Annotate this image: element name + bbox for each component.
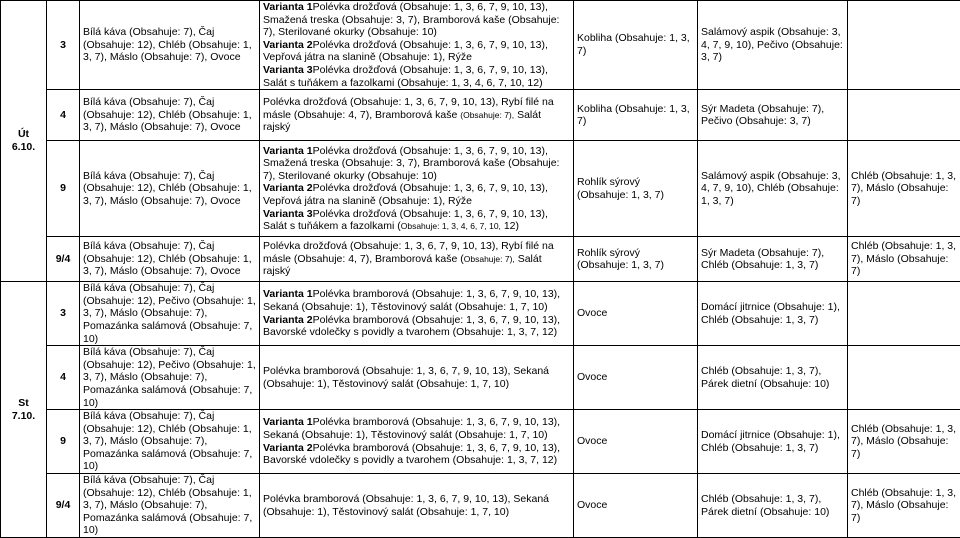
dinner-cell: Chléb (Obsahuje: 1, 3, 7), Párek dietní (Obsahuje: 10) [698,346,848,410]
dinner-cell: Salámový aspik (Obsahuje: 3, 4, 7, 9, 10), Pečivo (Obsahuje: 3, 7) [698,1,848,90]
dinner-cell: Chléb (Obsahuje: 1, 3, 7), Párek dietní (Obsahuje: 10) [698,474,848,538]
variant-label: Varianta 2 [263,314,313,326]
breakfast-cell: Bílá káva (Obsahuje: 7), Čaj (Obsahuje: 12), Chléb (Obsahuje: 1, 3, 7), Máslo (Obsahuje: 7), Ovoce [80,90,260,141]
dinner-cell: Domácí jitrnice (Obsahuje: 1), Chléb (Obsahuje: 1, 3, 7) [698,282,848,346]
day-cell-tuesday [1,1,47,282]
lunch-text-tail: Salát rajský [263,253,542,278]
day-cell-wednesday [1,282,47,538]
breakfast-cell: Bílá káva (Obsahuje: 7), Čaj (Obsahuje: 12), Chléb (Obsahuje: 1, 3, 7), Máslo (Obsahuje: 7), Ovoce [80,141,260,237]
variant-text: Polévka drožďová (Obsahuje: 1, 3, 6, 7, 9, 10, 13), Vepřová játra na slanině (Obsahuje: 1), Rýže [263,39,548,64]
second-dinner-cell: Chléb (Obsahuje: 1, 3, 7), Máslo (Obsahuje: 7) [848,237,960,282]
diet-group: 9/4 [47,237,80,282]
lunch-variant [263,314,570,339]
lunch-text-tail: Salát rajský [263,109,541,134]
lunch-cell [260,237,574,282]
lunch-variant [263,416,570,441]
snack-cell: Ovoce [574,410,698,474]
variant-label: Varianta 2 [263,442,313,454]
breakfast-cell: Bílá káva (Obsahuje: 7), Čaj (Obsahuje: 12), Chléb (Obsahuje: 1, 3, 7), Máslo (Obsahuje: 7), Pomazánka salámová (Obsahuje: 7, 10) [80,410,260,474]
lunch-text: Polévka drožďová (Obsahuje: 1, 3, 6, 7, 9, 10, 13), Rybí filé na másle (Obsahuje: 4, 7), Bramborová kaše [263,96,554,121]
lunch-cell [260,141,574,237]
second-dinner-cell: Chléb (Obsahuje: 1, 3, 7), Máslo (Obsahuje: 7) [848,141,960,237]
variant-text: Polévka drožďová (Obsahuje: 1, 3, 6, 7, 9, 10, 13), Salát s tuňákem a fazolkami (Obsahuje: 1, 3, 4, 6, 7, 10, 12) [263,64,548,89]
variant-text: Polévka drožďová (Obsahuje: 1, 3, 6, 7, 9, 10, 13), Vepřová játra na slanině (Obsahuje: 1), Rýže [263,182,548,207]
lunch-cell [260,282,574,346]
variant-label: Varianta 1 [263,288,313,300]
variant-label: Varianta 1 [263,145,313,157]
snack-cell: Rohlík sýrový (Obsahuje: 1, 3, 7) [574,237,698,282]
diet-group: 9 [47,141,80,237]
second-dinner-cell [848,90,960,141]
variant-label: Varianta 2 [263,39,313,51]
diet-group: 3 [47,282,80,346]
variant-label: Varianta 1 [263,416,313,428]
diet-group: 4 [47,90,80,141]
lunch-variant [263,182,570,207]
variant-label: Varianta 3 [263,208,313,220]
lunch-cell: Polévka bramborová (Obsahuje: 1, 3, 6, 7, 9, 10, 13), Sekaná (Obsahuje: 1), Těstovinový salát (Obsahuje: 1, 7, 10) [260,346,574,410]
snack-cell: Ovoce [574,346,698,410]
variant-label: Varianta 1 [263,1,313,13]
second-dinner-cell [848,346,960,410]
variant-label: Varianta 3 [263,64,313,76]
variant-text: Polévka drožďová (Obsahuje: 1, 3, 6, 7, 9, 10, 13), Smažená treska (Obsahuje: 3, 7), Bramborová kaše (Obsahuje: 7), Sterilované okurky (Obsahuje: 10) [263,145,559,182]
lunch-cell [260,1,574,90]
lunch-cell [260,90,574,141]
lunch-cell [260,410,574,474]
lunch-variant [263,442,570,467]
breakfast-cell: Bílá káva (Obsahuje: 7), Čaj (Obsahuje: 12), Pečivo (Obsahuje: 1, 3, 7), Máslo (Obsahuje: 7), Pomazánka salámová (Obsahuje: 7, 10) [80,282,260,346]
day-date: 6.10. [4,141,43,154]
lunch-variant [263,208,570,233]
dinner-cell: Salámový aspik (Obsahuje: 3, 4, 7, 9, 10), Chléb (Obsahuje: 1, 3, 7) [698,141,848,237]
second-dinner-cell: Chléb (Obsahuje: 1, 3, 7), Máslo (Obsahuje: 7) [848,410,960,474]
table-row [1,410,960,474]
variant-text: Polévka bramborová (Obsahuje: 1, 3, 6, 7, 9, 10, 13), Sekaná (Obsahuje: 1), Těstovinový salát (Obsahuje: 1, 7, 10) [263,288,560,313]
breakfast-cell: Bílá káva (Obsahuje: 7), Čaj (Obsahuje: 12), Pečivo (Obsahuje: 1, 3, 7), Máslo (Obsahuje: 7), Pomazánka salámová (Obsahuje: 7, 10) [80,346,260,410]
snack-cell: Kobliha (Obsahuje: 1, 3, 7) [574,90,698,141]
lunch-variant [263,145,570,183]
lunch-variant [263,64,570,89]
variant-text: Polévka drožďová (Obsahuje: 1, 3, 6, 7, 9, 10, 13), Salát s tuňákem a fazolkami ( [263,208,548,233]
diet-group: 9/4 [47,474,80,538]
lunch-cell: Polévka bramborová (Obsahuje: 1, 3, 6, 7, 9, 10, 13), Sekaná (Obsahuje: 1), Těstovinový salát (Obsahuje: 1, 7, 10) [260,474,574,538]
day-date: 7.10. [4,410,43,423]
breakfast-cell: Bílá káva (Obsahuje: 7), Čaj (Obsahuje: 12), Chléb (Obsahuje: 1, 3, 7), Máslo (Obsahuje: 7), Pomazánka salámová (Obsahuje: 7, 10) [80,474,260,538]
table-row [1,282,960,346]
breakfast-cell: Bílá káva (Obsahuje: 7), Čaj (Obsahuje: 12), Chléb (Obsahuje: 1, 3, 7), Máslo (Obsahuje: 7), Ovoce [80,237,260,282]
dinner-cell: Sýr Madeta (Obsahuje: 7), Chléb (Obsahuje: 1, 3, 7) [698,237,848,282]
lunch-text-tail: 12) [501,220,519,232]
diet-group: 4 [47,346,80,410]
variant-text: Polévka bramborová (Obsahuje: 1, 3, 6, 7, 9, 10, 13), Bavorské vdolečky s povidly a tvarohem (Obsahuje: 1, 3, 7, 12) [263,442,560,467]
table-row [1,90,960,141]
day-name: Út [4,128,43,141]
snack-cell: Ovoce [574,282,698,346]
lunch-variant [263,288,570,313]
lunch-variant [263,39,570,64]
table-row [1,237,960,282]
snack-cell: Rohlík sýrový (Obsahuje: 1, 3, 7) [574,141,698,237]
second-dinner-cell [848,282,960,346]
lunch-allergens-small: Obsahuje: 1, 3, 4, 6, 7, 10, [401,221,501,231]
lunch-variant [263,1,570,39]
variant-text: Polévka drožďová (Obsahuje: 1, 3, 6, 7, 9, 10, 13), Smažená treska (Obsahuje: 3, 7), Bramborová kaše (Obsahuje: 7), Sterilované okurky (Obsahuje: 10) [263,1,559,38]
diet-group: 3 [47,1,80,90]
dinner-cell: Sýr Madeta (Obsahuje: 7), Pečivo (Obsahuje: 3, 7) [698,90,848,141]
table-row [1,474,960,538]
table-row [1,346,960,410]
lunch-text: Polévka drožďová (Obsahuje: 1, 3, 6, 7, 9, 10, 13), Rybí filé na másle (Obsahuje: 4, 7), Bramborová kaše ( [263,240,554,265]
variant-label: Varianta 2 [263,182,313,194]
breakfast-cell: Bílá káva (Obsahuje: 7), Čaj (Obsahuje: 12), Chléb (Obsahuje: 1, 3, 7), Máslo (Obsahuje: 7), Ovoce [80,1,260,90]
day-name: St [4,397,43,410]
lunch-allergens-small: (Obsahuje: 7), [460,110,514,120]
snack-cell: Kobliha (Obsahuje: 1, 3, 7) [574,1,698,90]
dinner-cell: Domácí jitrnice (Obsahuje: 1), Chléb (Obsahuje: 1, 3, 7) [698,410,848,474]
diet-group: 9 [47,410,80,474]
variant-text: Polévka bramborová (Obsahuje: 1, 3, 6, 7, 9, 10, 13), Sekaná (Obsahuje: 1), Těstovinový salát (Obsahuje: 1, 7, 10) [263,416,560,441]
variant-text: Polévka bramborová (Obsahuje: 1, 3, 6, 7, 9, 10, 13), Bavorské vdolečky s povidly a tvarohem (Obsahuje: 1, 3, 7, 12) [263,314,560,339]
table-row [1,141,960,237]
snack-cell: Ovoce [574,474,698,538]
lunch-allergens-small: Obsahuje: 7), [464,254,515,264]
table-row [1,1,960,90]
second-dinner-cell [848,1,960,90]
second-dinner-cell: Chléb (Obsahuje: 1, 3, 7), Máslo (Obsahuje: 7) [848,474,960,538]
